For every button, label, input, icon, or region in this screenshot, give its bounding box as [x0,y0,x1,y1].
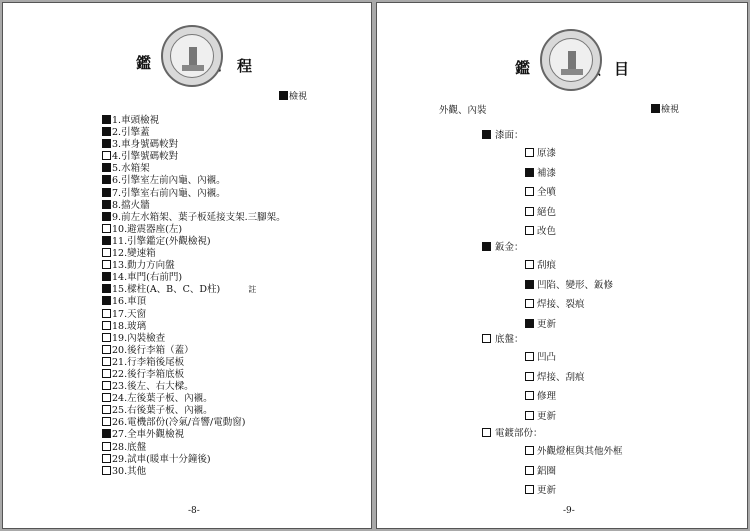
title-char: 鑑 [136,54,152,72]
list-item [102,442,286,454]
checked-box-icon[interactable] [102,188,111,197]
checkbox-icon [651,104,660,113]
list-item [102,381,286,393]
list-item-label: 20.後行李箱（蓋） [112,344,194,356]
empty-box-icon[interactable] [102,333,111,342]
subitem-label: 修理 [537,391,557,403]
checked-box-icon[interactable] [102,115,111,124]
list-item [102,200,286,212]
subitem-label: 凹凸 [537,352,557,363]
list-item [102,151,286,163]
list-item-label: 16.車頂 [112,296,147,308]
checked-box-icon[interactable] [482,130,491,139]
note-mark: 註 [248,285,257,295]
empty-box-icon[interactable] [102,454,111,463]
subitem [525,316,556,330]
checkbox-icon [279,91,288,100]
subitem [525,145,556,159]
checked-box-icon[interactable] [102,429,111,438]
list-item [102,321,286,333]
subitem [525,184,556,198]
association-seal-logo [161,25,223,87]
subitem-label: 更新 [537,410,557,422]
title-char: 鑑 [515,59,531,77]
subitem [525,443,623,457]
list-item-label: 13.動力方向盤 [112,260,175,272]
list-item-label: 14.車門(右前門) [112,272,183,284]
checked-box-icon[interactable] [102,296,111,305]
category-item [482,127,524,141]
list-item [102,345,286,357]
list-item [102,284,286,296]
subitem [525,277,613,291]
list-item-label: 5.水箱架 [112,163,150,175]
subitem-label: 凹陷、變形、鈑修 [537,279,614,291]
list-item-label: 25.右後葉子板、內襯。 [112,405,213,417]
checked-box-icon[interactable] [102,175,111,184]
list-item [102,405,286,417]
empty-box-icon[interactable] [525,485,534,494]
list-item-label: 3.車身號碼較對 [112,139,179,151]
empty-box-icon[interactable] [525,207,534,216]
checked-box-icon[interactable] [102,127,111,136]
subitem-label: 鋁圈 [537,465,557,477]
legend [279,89,307,102]
list-item-label: 17.天窗 [112,308,147,320]
list-item [102,212,286,224]
list-item-label: 2.引擎蓋 [112,127,150,139]
subitem [525,223,556,237]
category-item [482,239,524,253]
subitem-label: 絕色 [537,206,557,218]
subitem [525,408,556,422]
list-item [102,393,286,405]
list-item [102,224,286,236]
category-label: 漆面： [495,130,524,141]
list-item [102,272,286,284]
section-label: 外觀、內裝 [439,105,487,116]
empty-box-icon[interactable] [102,369,111,378]
list-item-label: 4.引擎號碼較對 [112,151,179,163]
subitem-label: 原漆 [537,148,557,159]
list-item [102,188,286,200]
checked-box-icon[interactable] [102,284,111,293]
list-item-label: 29.試車(暖車十分鐘後) [112,453,211,465]
title-char: 程 [237,57,253,75]
list-item [102,248,286,260]
subitem [525,388,556,402]
empty-box-icon[interactable] [102,417,111,426]
empty-box-icon[interactable] [482,334,491,343]
empty-box-icon[interactable] [525,446,534,455]
empty-box-icon[interactable] [525,187,534,196]
list-item [102,163,286,175]
list-item-label: 26.電機部份(冷氣/音響/電動窗) [112,417,246,429]
list-item-label: 1.車頭檢視 [112,115,160,126]
list-item-label: 24.左後葉子板、內襯。 [112,393,213,405]
list-item-label: 12.變速箱 [112,248,156,260]
subitem-label: 改色 [537,226,557,238]
subitem [525,204,556,218]
list-item [102,236,286,248]
list-item-label: 10.避震器座(左) [112,223,183,235]
subitem-label: 外觀燈框與其他外框 [537,446,623,457]
empty-box-icon[interactable] [525,391,534,400]
subitem-label: 焊接、刮痕 [537,371,585,383]
subitem-label: 刮痕 [537,260,557,271]
category-label: 電鍍部份： [495,428,543,439]
empty-box-icon[interactable] [102,248,111,257]
checked-box-icon[interactable] [102,163,111,172]
list-item [102,454,286,466]
empty-box-icon[interactable] [102,393,111,402]
page-number: -9- [563,506,575,516]
subitem [525,482,556,496]
list-item [102,466,286,478]
empty-box-icon[interactable] [525,411,534,420]
subitem [525,369,585,383]
subitem-label: 更新 [537,318,557,330]
subitem [525,296,585,310]
empty-box-icon[interactable] [525,372,534,381]
subitem-label: 焊接、裂痕 [537,299,585,311]
checked-box-icon[interactable] [102,212,111,221]
list-item [102,127,286,139]
empty-box-icon[interactable] [525,352,534,361]
checked-box-icon[interactable] [525,280,534,289]
empty-box-icon[interactable] [525,466,534,475]
list-item-label: 18.玻璃 [112,320,147,332]
list-item [102,115,286,127]
list-item [102,260,286,272]
left-page [2,2,372,529]
empty-box-icon[interactable] [525,148,534,157]
list-item-label: 6.引擎室左前內龜、內襯。 [112,175,226,187]
list-item [102,357,286,369]
empty-box-icon[interactable] [102,345,111,354]
subitem [525,165,556,179]
subitem [525,257,556,271]
empty-box-icon[interactable] [102,442,111,451]
list-item-label: 27.全車外觀檢視 [112,429,185,441]
page-number: -8- [188,506,200,516]
subitem-label: 全噴 [537,187,557,199]
empty-box-icon[interactable] [102,309,111,318]
checked-box-icon[interactable] [102,200,111,209]
empty-box-icon[interactable] [102,405,111,414]
checked-box-icon[interactable] [525,168,534,177]
inspection-process-list [102,115,286,478]
list-item-label: 15.樑柱(A、B、C、D柱) [112,284,221,296]
list-item-label: 21.行李箱後尾板 [112,356,185,368]
subitem-label: 補漆 [537,167,557,179]
list-item [102,429,286,441]
empty-box-icon[interactable] [102,357,111,366]
list-item-label: 19.內裝檢查 [112,332,166,344]
empty-box-icon[interactable] [102,260,111,269]
checked-box-icon[interactable] [102,236,111,245]
empty-box-icon[interactable] [102,224,111,233]
category-item [482,425,543,439]
list-item [102,139,286,151]
list-item-label: 11.引擎鑑定(外觀檢視) [112,235,211,247]
category-label: 底盤： [495,334,524,345]
checked-box-icon[interactable] [525,319,534,328]
title-char: 目 [614,60,630,78]
legend-label: 檢視 [289,92,308,102]
list-item [102,417,286,429]
list-item [102,175,286,187]
empty-box-icon[interactable] [525,260,534,269]
subitem [525,349,556,363]
empty-box-icon[interactable] [525,299,534,308]
list-item [102,309,286,321]
subitem [525,463,556,477]
list-item-label: 28.底盤 [112,441,147,453]
list-item-label: 8.擋火牆 [112,199,150,211]
empty-box-icon[interactable] [102,321,111,330]
empty-box-icon[interactable] [102,466,111,475]
category-item [482,331,524,345]
association-seal-logo [540,29,602,91]
right-page [376,2,748,529]
list-item-label: 23.後左、右大樑。 [112,381,194,393]
list-item [102,333,286,345]
checked-box-icon[interactable] [102,139,111,148]
empty-box-icon[interactable] [102,151,111,160]
list-item-label: 22.後行李箱底板 [112,368,185,380]
subitem-label: 更新 [537,485,557,497]
list-item [102,296,286,308]
empty-box-icon[interactable] [525,226,534,235]
checked-box-icon[interactable] [482,242,491,251]
list-item-label: 9.前左水箱架、葉子板延接支架.三腳架。 [112,211,286,223]
checked-box-icon[interactable] [102,272,111,281]
empty-box-icon[interactable] [102,381,111,390]
category-label: 鈑金： [495,242,524,253]
empty-box-icon[interactable] [482,428,491,437]
legend [651,102,679,115]
legend-label: 檢視 [661,105,680,115]
list-item-label: 7.引擎室右前內龜、內襯。 [112,187,226,199]
list-item [102,369,286,381]
list-item-label: 30.其他 [112,465,147,477]
